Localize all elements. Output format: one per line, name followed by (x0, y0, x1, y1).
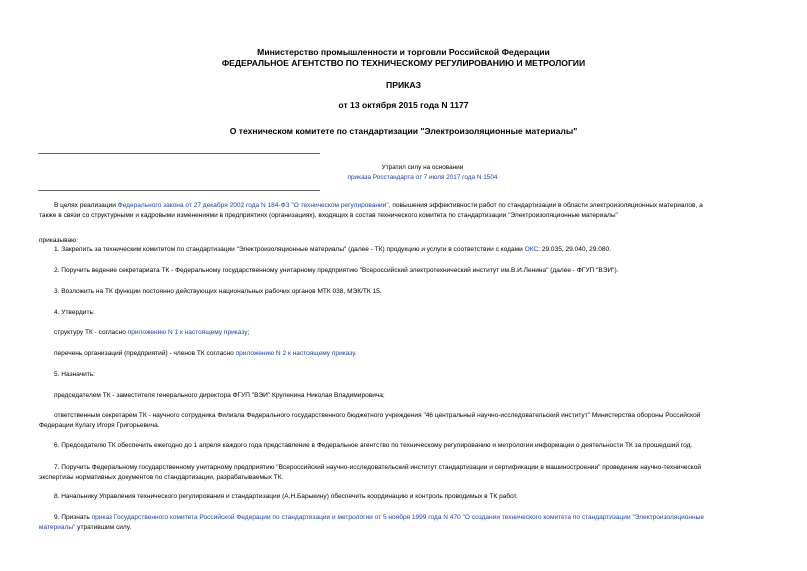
paragraph-9 (39, 513, 771, 532)
order-470-link[interactable]: приказ Государственного комитета Российской Федерации по стандартизации и метрологии от 5 ноября 1999 года N 470 "О создании технического комитета по стандартизации "Электроизоляционные (91, 514, 705, 521)
p5b-line-1: ответственным секретарем ТК - научного сотрудника Филиала Федерального государственного бюджетного учреждения "46 центральный научно-исследовательский институт" Министерства обороны Российской (54, 412, 701, 419)
p9-text-b: утратившим силу. (75, 523, 132, 531)
p4a-text-b: ; (247, 329, 250, 336)
appendix-1-link[interactable]: приложению N 1 к настоящему приказу (127, 329, 248, 336)
p4b-text-b: . (354, 350, 357, 357)
paragraph-8 (39, 492, 771, 502)
p2-text: 2. Поручить ведение секретариата ТК - Федеральному государственному унитарному предприятию "Всероссийский электротехнический институт им.В.И.Ленина" (далее - ФГУП "ВЭИ"). (54, 267, 619, 274)
p4-text: 4. Утвердить: (54, 309, 95, 316)
paragraph-4 (39, 308, 771, 318)
bottom-divider (38, 190, 320, 191)
paragraph-4a (39, 328, 771, 338)
paragraph-5a (39, 391, 771, 401)
p7-line-2: экспертизы нормативных документов по стандартизации, разрабатываемых ТК. (39, 473, 284, 481)
p4b-text-a: перечень организаций (предприятий) - членов ТК согласно (54, 350, 236, 357)
p5a-text: председателем ТК - заместителя генерального директора ФГУП "ВЭИ" Круленина Николая Владимировича; (54, 392, 385, 399)
paragraph-2 (39, 266, 771, 276)
intro-text-b: , повышения эффективности работ по стандартизации в области электроизоляционных материалов, а (388, 202, 703, 209)
lapse-link[interactable]: приказа Росстандарта от 7 июля 2017 года N 1504 (347, 174, 498, 181)
top-divider (38, 153, 320, 154)
paragraph-6 (39, 441, 771, 451)
paragraph-5 (39, 370, 771, 380)
p4a-text-a: структуру ТК - согласно (54, 329, 128, 336)
order-470-link-cont[interactable]: материалы" (39, 523, 76, 531)
p6-text: 6. Председателю ТК обеспечить ежегодно до 1 апреля каждого года представление в Федеральное агентство по техническому регулированию и метрологии информации о деятельности ТК за прошедший год. (54, 442, 693, 449)
doc-type: ПРИКАЗ (386, 80, 421, 90)
ministry-name: Министерство промышленности и торговли Российской Федерации (257, 47, 550, 57)
p7-line-1: 7. Поручить Федеральному государственному унитарному предприятию "Всероссийский научно-исследовательский институт стандартизации и сертификации в машиностроении" проведение научно-технической (54, 464, 702, 471)
paragraph-4b (39, 349, 771, 359)
paragraph-7 (39, 463, 771, 482)
paragraph-3 (39, 287, 771, 297)
appendix-2-link[interactable]: приложению N 2 к настоящему приказу (235, 350, 355, 357)
lapse-link-row (300, 173, 545, 183)
federal-law-link[interactable]: Федерального закона от 27 декабря 2002 года N 184-ФЗ "О техническом регулировании" (117, 202, 389, 209)
p9-text-a: 9. Признать (54, 514, 92, 521)
order-word: приказываю: (39, 237, 78, 244)
intro-text-a: В целях реализации (54, 202, 118, 209)
lapse-note: Утратил силу на основании (381, 164, 464, 171)
p5b-line-2: Федерации Кулагу Игоря Григорьевича. (39, 421, 160, 429)
p3-text: 3. Возложить на ТК функции постоянно действующих национальных рабочих органов МТК 038, МЭК/ТК 15. (54, 288, 382, 295)
oks-link[interactable]: ОКС (524, 246, 539, 253)
p1-text-a: 1. Закрепить за техническим комитетом по стандартизации "Электроизоляционные материалы" (далее - ТК) продукцию и услуги в соответствии с кодами (54, 246, 525, 253)
paragraph-5b (39, 411, 771, 430)
p5-text: 5. Назначить: (54, 371, 95, 378)
intro-text-c: также в связи со структурными и кадровыми изменениями в предприятиях (организациях), входящих в состав технического комитета по стандартизации "Электроизоляционные материалы" (39, 211, 618, 219)
doc-date: от 13 октября 2015 года N 1177 (338, 100, 469, 110)
p8-text: 8. Начальнику Управления технического регулирования и стандартизации (А.Н.Барыкину) обеспечить координацию и контроль проводимых в ТК работ. (54, 493, 518, 500)
intro-paragraph (39, 201, 771, 220)
agency-name: ФЕДЕРАЛЬНОЕ АГЕНТСТВО ПО ТЕХНИЧЕСКОМУ РЕГУЛИРОВАНИЮ И МЕТРОЛОГИИ (221, 58, 586, 68)
p1-text-b: : 29.035, 29.040, 29.080. (538, 246, 611, 253)
paragraph-1 (39, 245, 771, 255)
doc-title: О техническом комитете по стандартизации "Электроизоляционные материалы" (229, 126, 578, 136)
